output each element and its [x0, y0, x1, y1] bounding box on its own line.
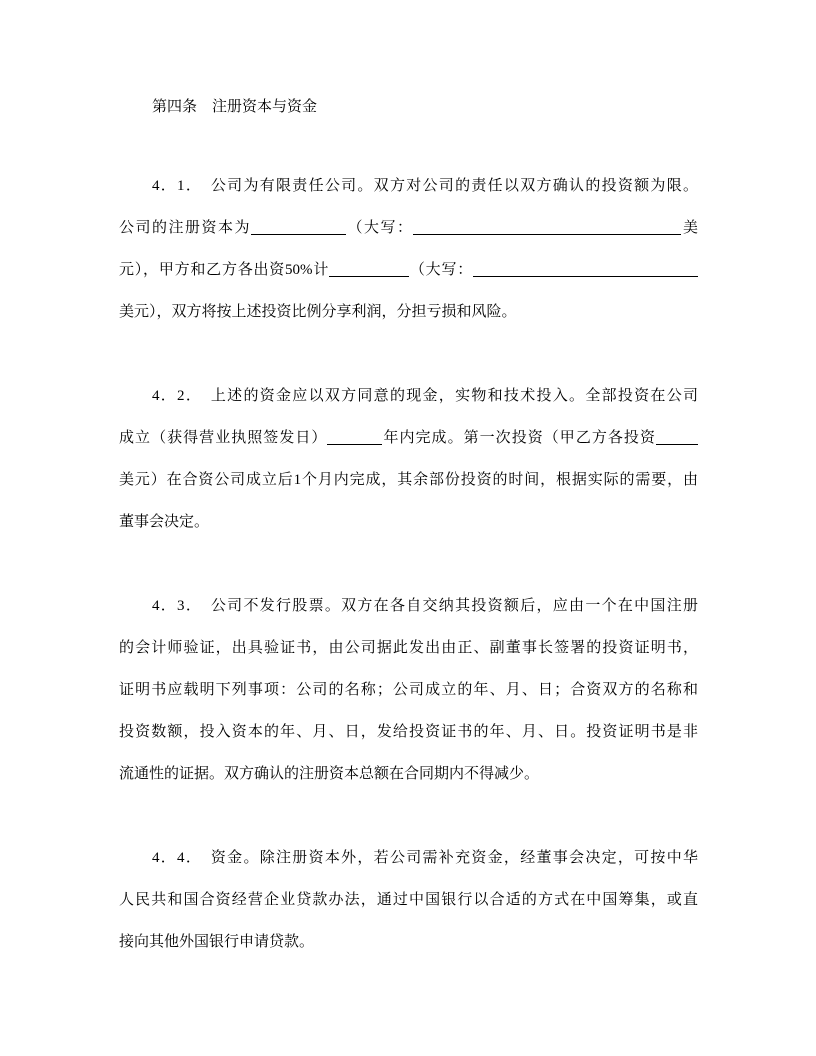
document-content — [119, 86, 698, 963]
blank-fill-in-line — [656, 432, 698, 445]
line-text: 4．2． 上述的资金应以双方同意的现金，实物和技术投入。全部投资在公司 — [152, 388, 698, 404]
line-text: 董事会决定。 — [119, 514, 210, 530]
text-line — [119, 879, 698, 921]
line-text: 成立（获得营业执照签发日） — [119, 430, 328, 446]
text-line — [119, 249, 698, 291]
text-line — [119, 753, 698, 795]
line-text: 4．1． 公司为有限责任公司。双方对公司的责任以双方确认的投资额为限。 — [152, 178, 698, 194]
line-text: 元），甲方和乙方各出资50%计 — [119, 262, 330, 278]
line-text: 年内完成。第一次投资（甲乙方各投资 — [382, 430, 656, 446]
text-line — [119, 669, 698, 711]
text-line — [119, 585, 698, 627]
line-text: 4．4． 资金。除注册资本外，若公司需补充资金，经董事会决定，可按中华 — [152, 850, 698, 866]
text-line — [119, 627, 698, 669]
blank-fill-in-line — [251, 222, 346, 235]
text-line — [119, 291, 698, 333]
text-line — [119, 165, 698, 207]
blank-fill-in-line — [473, 264, 698, 277]
line-text: 美元）在合资公司成立后1个月内完成，其余部份投资的时间，根据实际的需要，由 — [119, 472, 698, 488]
line-text: 人民共和国合资经营企业贷款办法，通过中国银行以合适的方式在中国筹集，或直 — [119, 892, 698, 908]
section-title: 第四条 注册资本与资金 — [152, 99, 318, 115]
blank-fill-in-line — [327, 432, 382, 445]
blank-fill-in-line — [329, 264, 409, 277]
paragraph — [119, 837, 698, 963]
line-text: 投资数额，投入资本的年、月、日，发给投资证书的年、月、日。投资证明书是非 — [119, 724, 698, 740]
line-text: 的会计师验证，出具验证书，由公司据此发出由正、副董事长签署的投资证明书， — [119, 640, 698, 656]
line-text: 证明书应载明下列事项：公司的名称；公司成立的年、月、日；合资双方的名称和 — [119, 682, 698, 698]
text-line — [119, 417, 698, 459]
line-text: 美 — [681, 220, 698, 236]
text-line — [119, 501, 698, 543]
line-text: （大写： — [345, 220, 414, 236]
line-text: 公司的注册资本为 — [119, 220, 251, 236]
line-text: （大写： — [409, 262, 473, 278]
text-line — [119, 207, 698, 249]
text-line — [119, 837, 698, 879]
line-text: 美元），双方将按上述投资比例分享利润，分担亏损和风险。 — [119, 304, 517, 320]
line-text: 接向其他外国银行申请贷款。 — [119, 934, 315, 950]
blank-fill-in-line — [413, 222, 681, 235]
line-text: 4．3． 公司不发行股票。双方在各自交纳其投资额后，应由一个在中国注册 — [152, 598, 698, 614]
text-line — [119, 711, 698, 753]
text-line — [119, 921, 698, 963]
line-text: 流通性的证据。双方确认的注册资本总额在合同期内不得减少。 — [119, 766, 540, 782]
paragraph — [119, 375, 698, 543]
paragraphs-container — [119, 165, 698, 963]
paragraph — [119, 165, 698, 333]
text-line — [119, 375, 698, 417]
paragraph — [119, 585, 698, 795]
text-line — [119, 459, 698, 501]
